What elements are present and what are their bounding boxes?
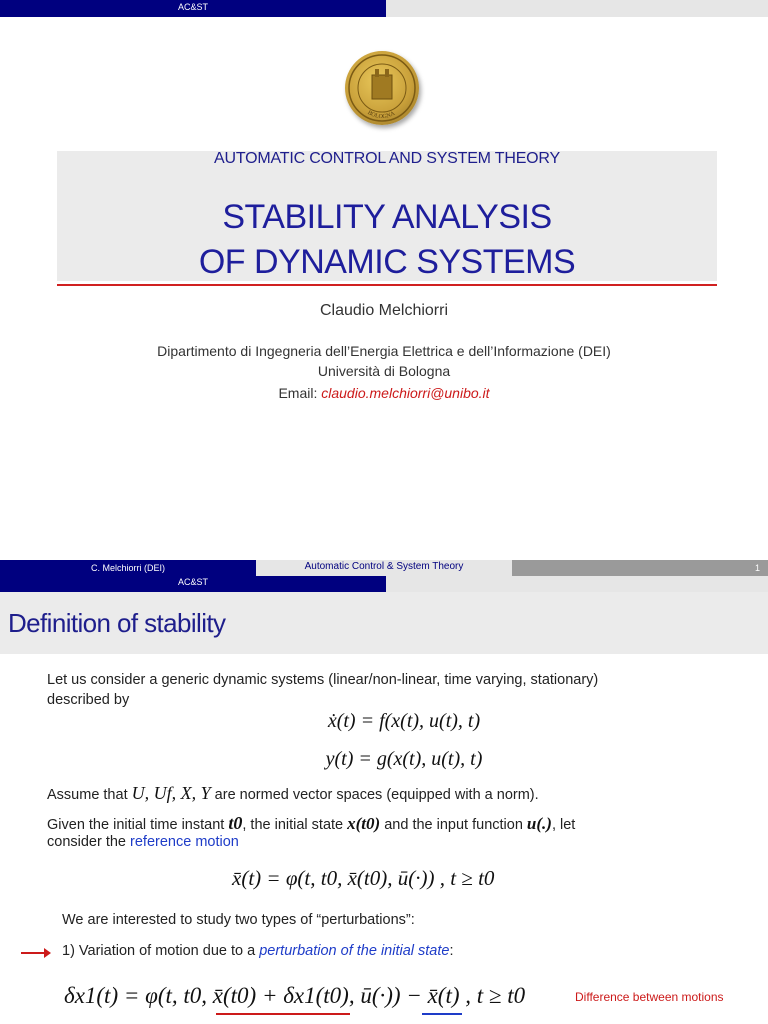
consider-line	[47, 834, 239, 850]
presentation-title-line1: STABILITY ANALYSIS	[222, 198, 552, 236]
given-u: u(.)	[526, 814, 552, 833]
slide2-top-bar-right	[386, 576, 768, 592]
given-prefix: Given the initial time instant	[47, 817, 225, 833]
perturbation-initial-state-link[interactable]: perturbation of the initial state	[259, 943, 450, 959]
presentation-title-line2: OF DYNAMIC SYSTEMS	[198, 243, 576, 281]
red-arrow-icon	[20, 946, 52, 960]
seal-emblem-icon	[345, 51, 419, 125]
assume-sets: U, Uf, X, Y	[131, 783, 211, 803]
assume-suffix: are normed vector spaces (equipped with a norm).	[214, 787, 539, 803]
slide1-top-bar-right	[386, 0, 768, 17]
perturbation-equation: δx1(t) = φ(t, t0, x̄(t0) + δx1(t0), ū(·)) − x̄(t) , t ≥ t0	[64, 983, 526, 1008]
department: Dipartimento di Ingegneria dell’Energia Elettrica e dell’Informazione (DEI)	[157, 343, 611, 359]
state-equation: ẋ(t) = f(x(t), u(t), t)	[327, 710, 481, 732]
blue-underline	[422, 1013, 462, 1015]
assume-line	[47, 783, 539, 804]
footer-author: C. Melchiorri (DEI)	[0, 560, 256, 576]
course-title: AUTOMATIC CONTROL AND SYSTEM THEORY	[214, 150, 560, 167]
intro-line2: described by	[47, 692, 130, 708]
perturbations-intro: We are interested to study two types of “perturbations”:	[62, 912, 415, 928]
footer-course: Automatic Control & System Theory	[256, 560, 512, 576]
footer-page-number: 1	[512, 560, 768, 576]
variation-prefix: 1) Variation of motion due to a	[62, 943, 256, 959]
variation-suffix: :	[449, 943, 454, 959]
given-x0: x(t0)	[347, 814, 381, 833]
email-label: Email:	[278, 385, 318, 401]
slide1-top-bar-label: AC&ST	[177, 2, 208, 12]
author-name: Claudio Melchiorri	[319, 302, 449, 319]
given-t0: t0	[228, 813, 243, 833]
slide2-title: Definition of stability	[8, 608, 226, 638]
email-link[interactable]: claudio.melchiorri@unibo.it	[321, 385, 490, 401]
title-underline	[57, 284, 717, 286]
slide2-top-bar-label: AC&ST	[177, 577, 208, 587]
given-suffix: , let	[551, 817, 576, 833]
variation-line	[62, 943, 453, 959]
assume-prefix: Assume that	[47, 787, 128, 803]
given-mid2: and the input function	[384, 817, 523, 833]
difference-note: Difference between motions	[575, 990, 724, 1004]
consider-prefix: consider the	[47, 834, 126, 850]
given-line	[47, 813, 575, 834]
reference-motion-equation: x̄(t) = φ(t, t0, x̄(t0), ū(·)) , t ≥ t0	[232, 866, 495, 890]
output-equation: y(t) = g(x(t), u(t), t)	[325, 748, 483, 770]
given-mid: , the initial state	[242, 817, 344, 833]
seal-text: BOLOGNA	[366, 109, 397, 121]
intro-line1: Let us consider a generic dynamic systems (linear/non-linear, time varying, stationary)	[47, 672, 599, 688]
email-line	[0, 385, 768, 401]
reference-motion-link[interactable]: reference motion	[130, 834, 239, 850]
red-underline	[216, 1013, 350, 1015]
university-seal-logo	[345, 51, 419, 125]
university: Università di Bologna	[317, 363, 451, 379]
